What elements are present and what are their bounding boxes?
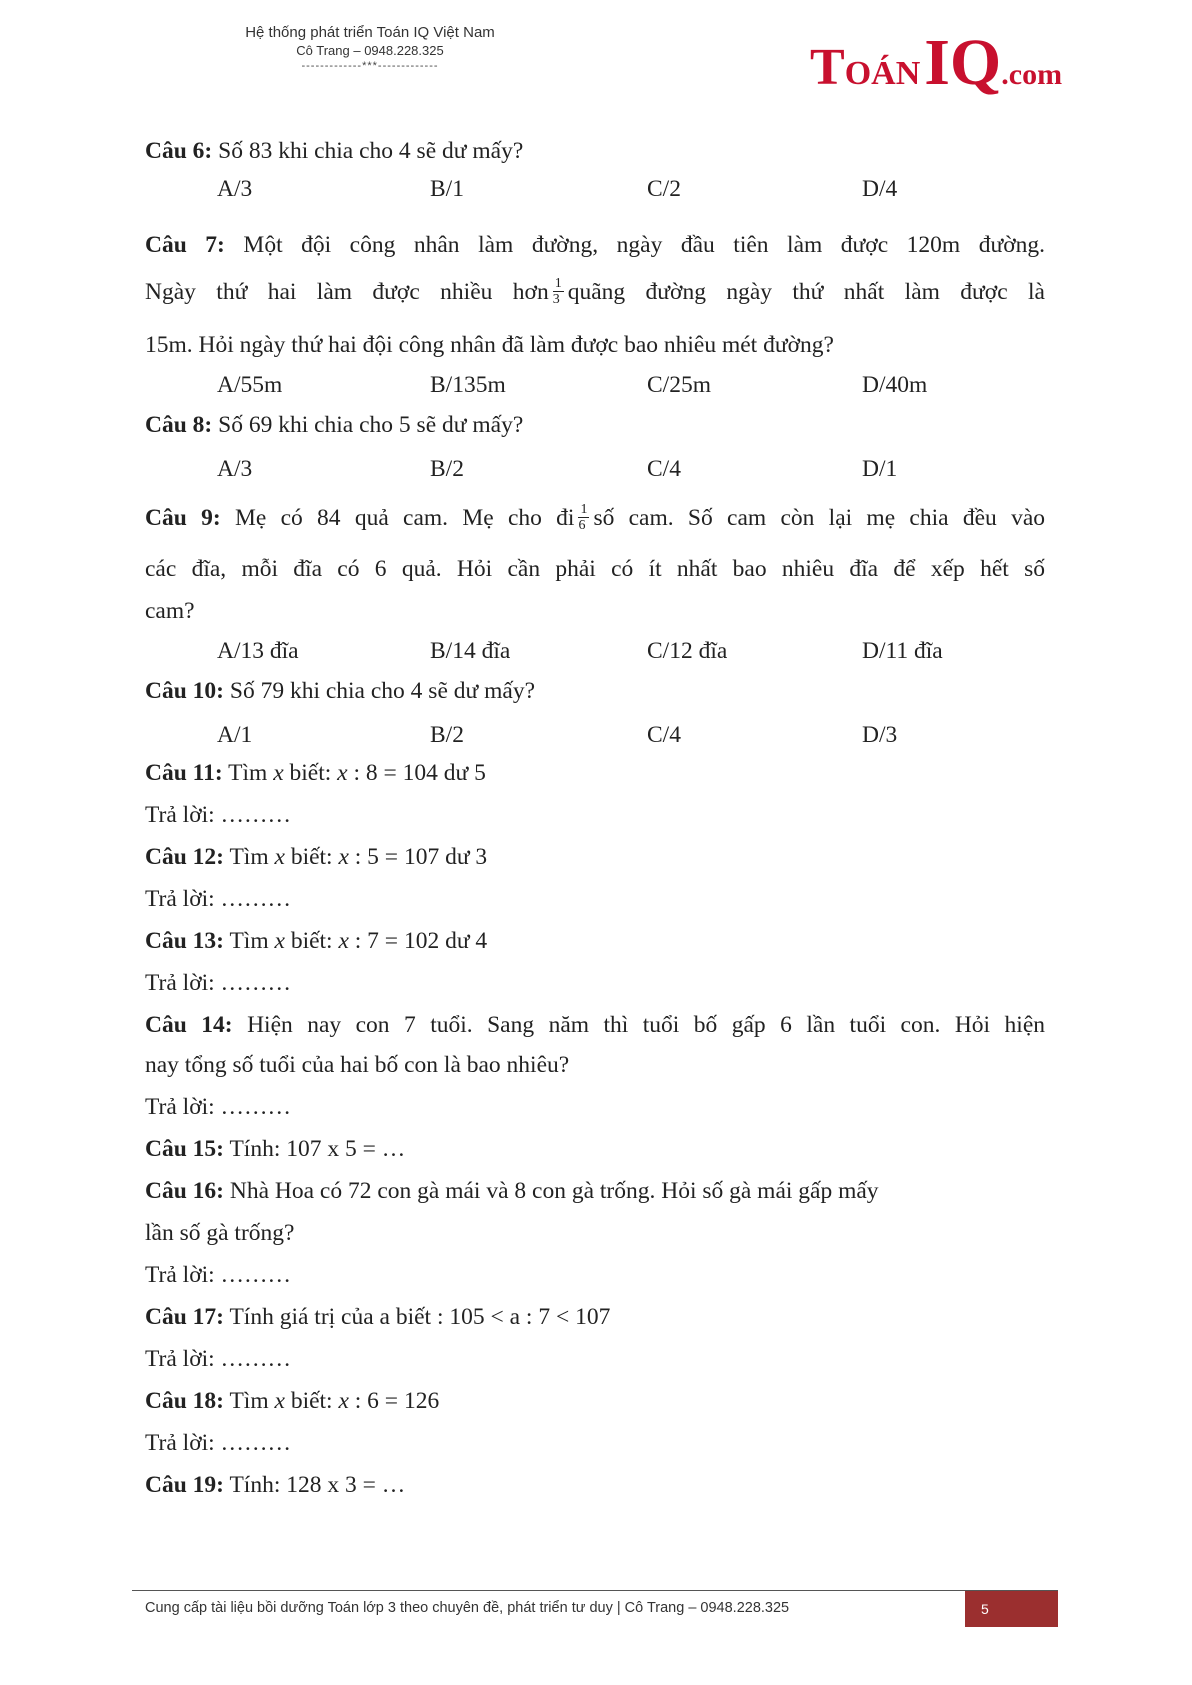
question-7: Câu 7: Một đội công nhân làm đường, ngày đầu tiên làm được 120m đường. [145, 232, 1046, 258]
q12-answer: Trả lời: ……… [145, 886, 292, 912]
footer-rule [132, 1590, 1058, 1591]
question-16: Câu 16: Nhà Hoa có 72 con gà mái và 8 con gà trống. Hỏi số gà mái gấp mấy [145, 1178, 879, 1204]
q6-option-b: B/1 [430, 176, 464, 202]
q8-option-d: D/1 [862, 456, 898, 482]
q8-option-b: B/2 [430, 456, 464, 482]
q7-option-a: A/55m [217, 372, 283, 398]
q6-option-a: A/3 [217, 176, 253, 202]
q6-option-d: D/4 [862, 176, 898, 202]
question-9-line-2: các đĩa, mỗi đĩa có 6 quả. Hỏi cần phải có ít nhất bao nhiêu đĩa để xếp hết số [145, 556, 1045, 582]
question-9-line-3: cam? [145, 598, 195, 624]
teacher-contact: Cô Trang – 0948.228.325 [296, 43, 444, 58]
toaniq-logo: TOÁN IQ.com [810, 26, 1063, 99]
question-6: Câu 6: Số 83 khi chia cho 4 sẽ dư mấy? [145, 138, 524, 164]
org-name: Hệ thống phát triển Toán IQ Việt Nam [245, 24, 495, 41]
question-9: Câu 9: Mẹ có 84 quả cam. Mẹ cho đi $\frac{1}{6}$ số cam. Số cam còn lại mẹ chia đều vào [145, 502, 1045, 533]
question-14: Câu 14: Hiện nay con 7 tuổi. Sang năm thì tuổi bố gấp 6 lần tuổi con. Hỏi hiện [145, 1012, 1046, 1038]
q17-answer: Trả lời: ……… [145, 1346, 292, 1372]
question-18: Câu 18: Tìm x biết: x : 6 = 126 [145, 1388, 440, 1414]
page-number: 5 [965, 1591, 1058, 1627]
q13-answer: Trả lời: ……… [145, 970, 292, 996]
q9-option-b: B/14 đĩa [430, 638, 511, 664]
q7-option-c: C/25m [647, 372, 711, 398]
question-13: Câu 13: Tìm x biết: x : 7 = 102 dư 4 [145, 928, 488, 954]
q9-option-c: C/12 đĩa [647, 638, 728, 664]
q8-option-a: A/3 [217, 456, 253, 482]
question-15: Câu 15: Tính: 107 x 5 = … [145, 1136, 406, 1162]
q10-option-b: B/2 [430, 722, 464, 748]
question-19: Câu 19: Tính: 128 x 3 = … [145, 1472, 406, 1498]
q8-option-c: C/4 [647, 456, 681, 482]
q7-option-b: B/135m [430, 372, 506, 398]
footer-text: Cung cấp tài liệu bồi dưỡng Toán lớp 3 theo chuyên đề, phát triển tư duy | Cô Trang – 0948.228.325 [145, 1600, 790, 1616]
question-11: Câu 11: Tìm x biết: x : 8 = 104 dư 5 [145, 760, 486, 786]
q9-option-d: D/11 đĩa [862, 638, 943, 664]
question-17: Câu 17: Tính giá trị của a biết : 105 < a : 7 < 107 [145, 1304, 611, 1330]
q10-option-c: C/4 [647, 722, 681, 748]
q9-option-a: A/13 đĩa [217, 638, 299, 664]
q6-option-c: C/2 [647, 176, 681, 202]
q10-option-d: D/3 [862, 722, 898, 748]
q7-option-d: D/40m [862, 372, 928, 398]
question-16-line-2: lần số gà trống? [145, 1220, 295, 1246]
fraction-one-third: $\frac{1}{3}$ [552, 276, 562, 307]
q10-option-a: A/1 [217, 722, 253, 748]
question-10: Câu 10: Số 79 khi chia cho 4 sẽ dư mấy? [145, 678, 535, 704]
question-7-line-2: Ngày thứ hai làm được nhiều hơn $\frac{1}{3}$ quãng đường ngày thứ nhất làm được là [145, 276, 1045, 307]
fraction-one-sixth: $\frac{1}{6}$ [578, 502, 588, 533]
header-info [200, 24, 540, 72]
q14-answer: Trả lời: ……… [145, 1094, 292, 1120]
question-7-line-3: 15m. Hỏi ngày thứ hai đội công nhân đã làm được bao nhiêu mét đường? [145, 332, 834, 358]
q11-answer: Trả lời: ……… [145, 802, 292, 828]
q16-answer: Trả lời: ……… [145, 1262, 292, 1288]
question-12: Câu 12: Tìm x biết: x : 5 = 107 dư 3 [145, 844, 488, 870]
q18-answer: Trả lời: ……… [145, 1430, 292, 1456]
header-rule: -------------***------------- [301, 60, 439, 72]
question-14-line-2: nay tổng số tuổi của hai bố con là bao nhiêu? [145, 1052, 570, 1078]
question-8: Câu 8: Số 69 khi chia cho 5 sẽ dư mấy? [145, 412, 524, 438]
